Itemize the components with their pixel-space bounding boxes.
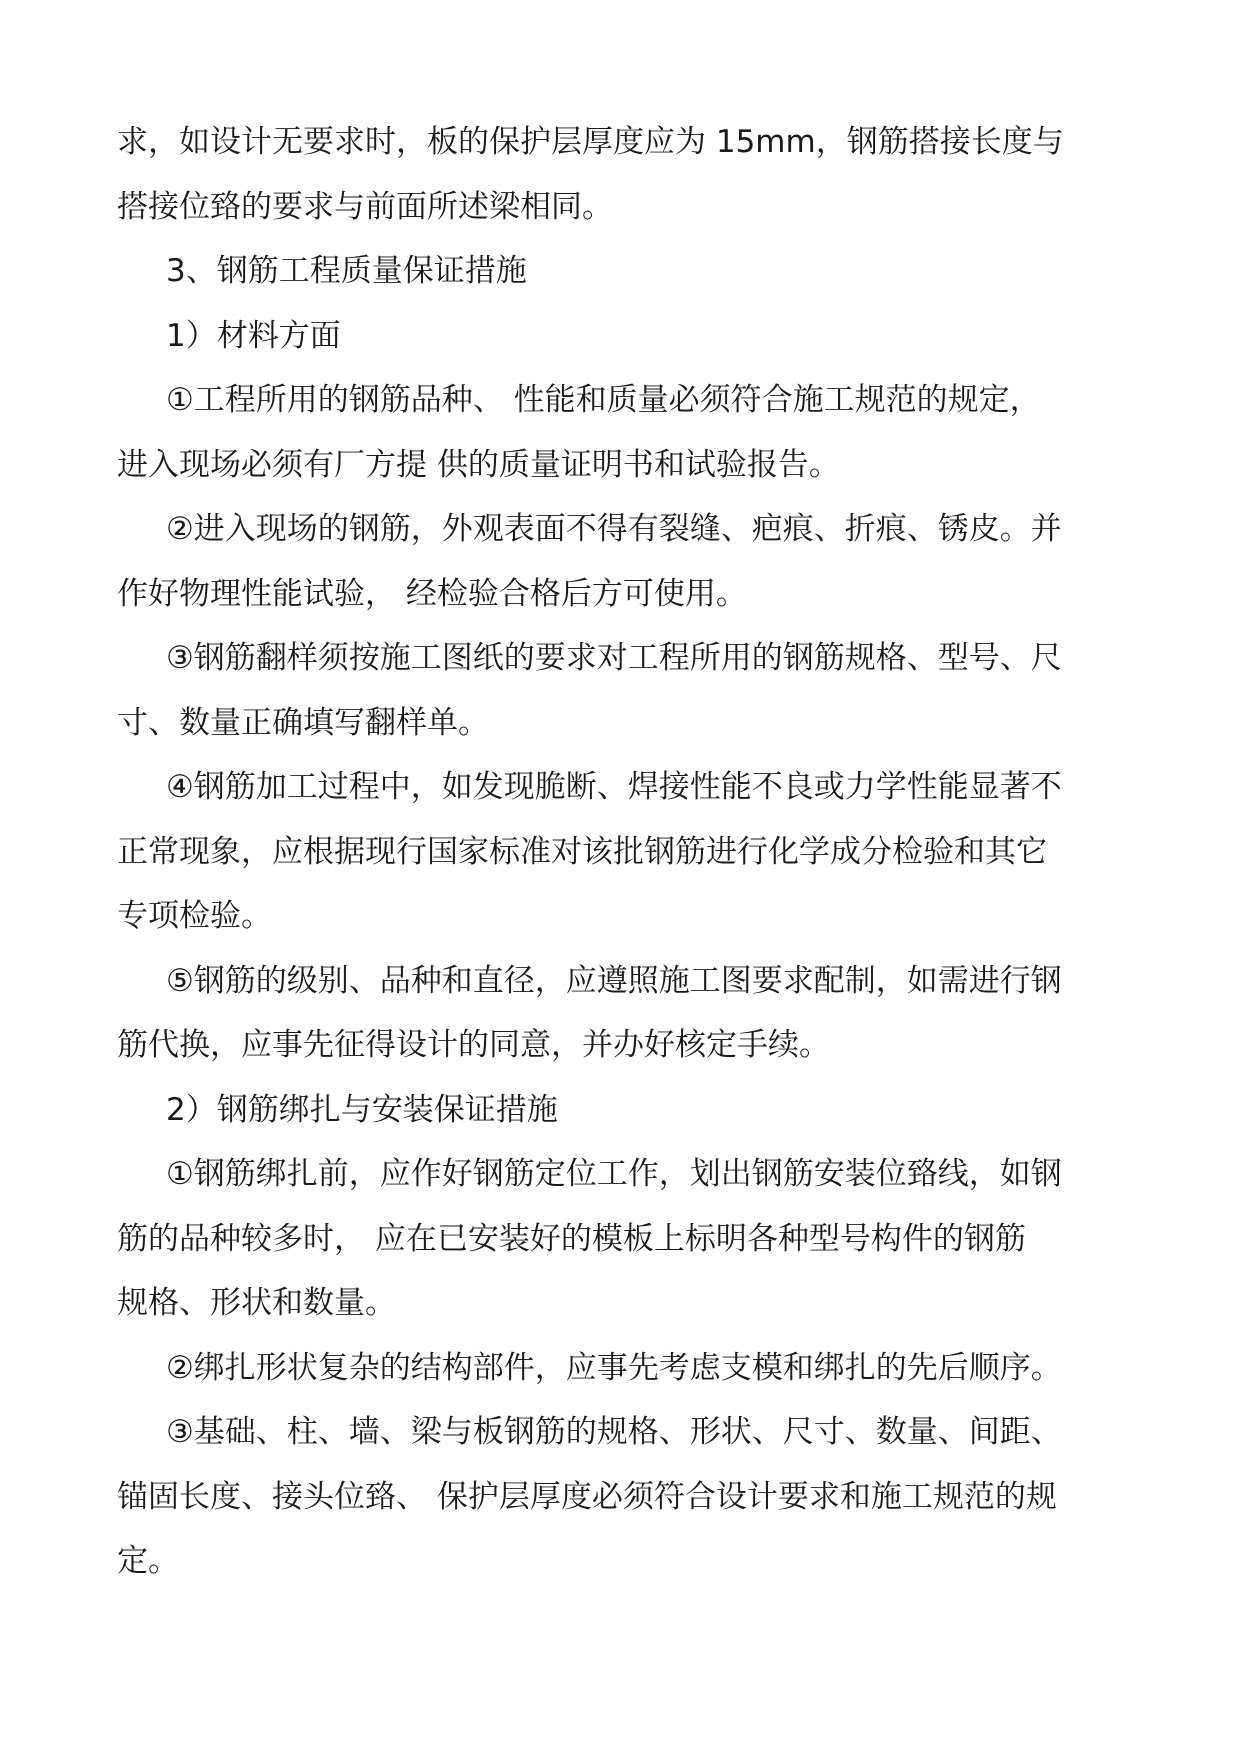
text-line: 正常现象，应根据现行国家标准对该批钢筋进行化学成分检验和其它: [117, 833, 1047, 870]
text-line: 作好物理性能试验， 经检验合格后方可使用。: [117, 575, 747, 612]
text-line: 搭接位臵的要求与前面所述梁相同。: [117, 188, 613, 225]
subsection-heading: 1）材料方面: [166, 317, 341, 354]
text-line: 筋的品种较多时， 应在已安装好的模板上标明各种型号构件的钢筋: [117, 1220, 1026, 1257]
text-line: 求，如设计无要求时，板的保护层厚度应为 15mm，钢筋搭接长度与: [117, 124, 1064, 160]
text-line: 进入现场必须有厂方提 供的质量证明书和试验报告。: [117, 446, 840, 483]
text-line: ③基础、柱、墙、梁与板钢筋的规格、形状、尺寸、数量、间距、: [166, 1414, 1062, 1450]
text-line: ④钢筋加工过程中，如发现脆断、焊接性能不良或力学性能显著不: [166, 769, 1062, 805]
document-body: [117, 110, 1132, 1594]
text-line: ①钢筋绑扎前，应作好钢筋定位工作，划出钢筋安装位臵线，如钢: [166, 1156, 1062, 1192]
text-line: 锚固长度、接头位臵、 保护层厚度必须符合设计要求和施工规范的规: [117, 1478, 1057, 1515]
text-line: ③钢筋翻样须按施工图纸的要求对工程所用的钢筋规格、型号、尺: [166, 640, 1062, 676]
text-line: ②进入现场的钢筋，外观表面不得有裂缝、疤痕、折痕、锈皮。并: [166, 511, 1062, 547]
text-line: 寸、数量正确填写翻样单。: [117, 704, 489, 741]
text-line: 定。: [117, 1543, 179, 1579]
text-line: 筋代换，应事先征得设计的同意，并办好核定手续。: [117, 1027, 830, 1063]
text-line: 规格、形状和数量。: [117, 1285, 396, 1321]
text-line: ①工程所用的钢筋品种、 性能和质量必须符合施工规范的规定，: [166, 382, 1041, 418]
text-line: ⑤钢筋的级别、品种和直径，应遵照施工图要求配制，如需进行钢: [166, 962, 1062, 999]
subsection-heading: 2）钢筋绑扎与安装保证措施: [166, 1091, 558, 1128]
text-line: ②绑扎形状复杂的结构部件，应事先考虑支模和绑扎的先后顺序。: [166, 1349, 1062, 1386]
text-line: 专项检验。: [117, 898, 272, 934]
section-heading: 3、钢筋工程质量保证措施: [166, 253, 527, 289]
